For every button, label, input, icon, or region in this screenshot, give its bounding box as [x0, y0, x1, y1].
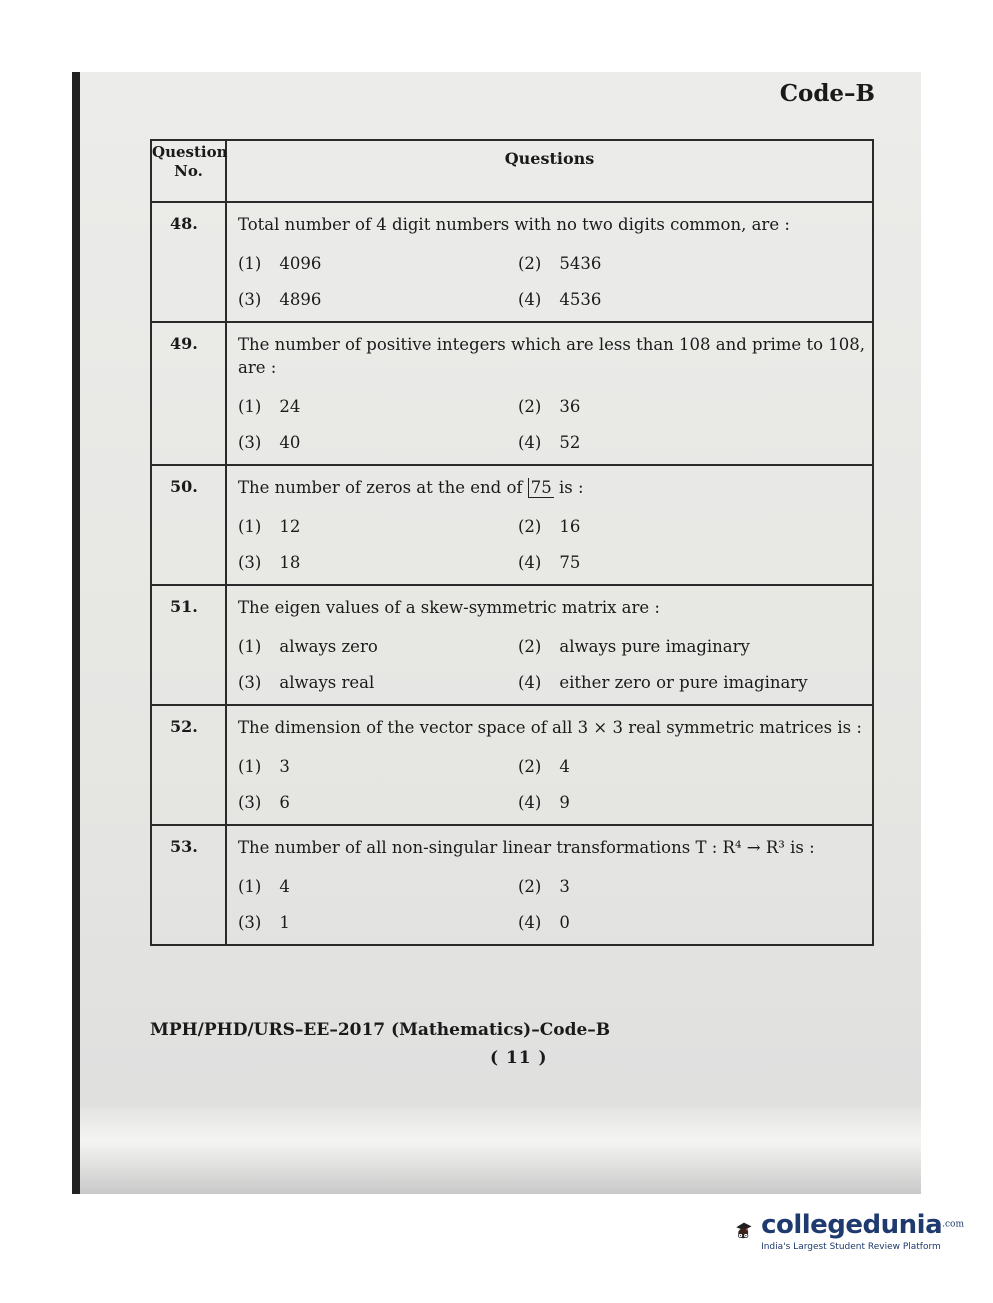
- question-number: 52.: [151, 705, 226, 825]
- question-body: [226, 322, 873, 465]
- question-stem: The eigen values of a skew-symmetric matrix are :: [238, 598, 660, 617]
- question-number: 51.: [151, 585, 226, 705]
- option: (4) 75: [518, 553, 581, 572]
- question-number: 49.: [151, 322, 226, 465]
- brand-tagline: India's Largest Student Review Platform: [761, 1242, 941, 1252]
- question-number: 48.: [151, 202, 226, 322]
- brand-name: collegedunia: [761, 1210, 943, 1240]
- factorial-symbol: 75: [528, 478, 554, 498]
- table-header-row: [151, 140, 873, 202]
- option: (4) either zero or pure imaginary: [518, 673, 808, 692]
- option: (1) 12: [238, 517, 301, 536]
- options-grid: [238, 254, 866, 309]
- question-number: 50.: [151, 465, 226, 585]
- questions-header: Questions: [226, 140, 873, 202]
- question-stem: The dimension of the vector space of all 3 × 3 real symmetric matrices is :: [238, 718, 862, 737]
- question-body: [226, 825, 873, 945]
- scanned-page: [72, 72, 921, 1194]
- option: (4) 52: [518, 433, 581, 452]
- option: (2) 4: [518, 757, 570, 776]
- question-row: [151, 825, 873, 945]
- question-stem: The number of positive integers which are less than 108 and prime to 108, are :: [238, 335, 865, 377]
- page-number: ( 11 ): [490, 1048, 548, 1068]
- option: (4) 9: [518, 793, 570, 812]
- option: (1) 24: [238, 397, 301, 416]
- question-stem: The number of zeros at the end of 75 is :: [238, 478, 584, 497]
- question-stem: The number of all non-singular linear transformations T : R⁴ → R³ is :: [238, 838, 815, 857]
- option: (2) 3: [518, 877, 570, 896]
- option: (1) 3: [238, 757, 290, 776]
- scan-shadow: [80, 1107, 921, 1194]
- question-row: [151, 585, 873, 705]
- question-body: [226, 202, 873, 322]
- option: (2) always pure imaginary: [518, 637, 750, 656]
- collegedunia-logo[interactable]: [734, 1200, 964, 1262]
- option: (2) 5436: [518, 254, 602, 273]
- question-body: [226, 465, 873, 585]
- options-grid: [238, 517, 866, 572]
- question-row: [151, 322, 873, 465]
- option: (3) 18: [238, 553, 301, 572]
- option: (2) 36: [518, 397, 581, 416]
- question-body: [226, 585, 873, 705]
- option: (3) 40: [238, 433, 301, 452]
- option: (1) 4: [238, 877, 290, 896]
- question-row: [151, 705, 873, 825]
- options-grid: [238, 637, 866, 692]
- question-no-header: Question No.: [151, 140, 226, 202]
- option: (4) 4536: [518, 290, 602, 309]
- paper-code: Code–B: [779, 80, 875, 107]
- brand-suffix: .com: [942, 1219, 964, 1230]
- mascot-icon: [734, 1203, 753, 1259]
- options-grid: [238, 397, 866, 452]
- option: (2) 16: [518, 517, 581, 536]
- question-body: [226, 705, 873, 825]
- options-grid: [238, 757, 866, 812]
- option: (1) 4096: [238, 254, 322, 273]
- question-row: [151, 465, 873, 585]
- option: (1) always zero: [238, 637, 378, 656]
- option: (3) 4896: [238, 290, 322, 309]
- option: (3) 1: [238, 913, 290, 932]
- questions-table: [150, 139, 874, 946]
- question-stem: Total number of 4 digit numbers with no two digits common, are :: [238, 215, 790, 234]
- question-row: [151, 202, 873, 322]
- option: (3) 6: [238, 793, 290, 812]
- question-number: 53.: [151, 825, 226, 945]
- options-grid: [238, 877, 866, 932]
- option: (3) always real: [238, 673, 375, 692]
- exam-footer: MPH/PHD/URS–EE–2017 (Mathematics)–Code–B: [150, 1020, 611, 1040]
- option: (4) 0: [518, 913, 570, 932]
